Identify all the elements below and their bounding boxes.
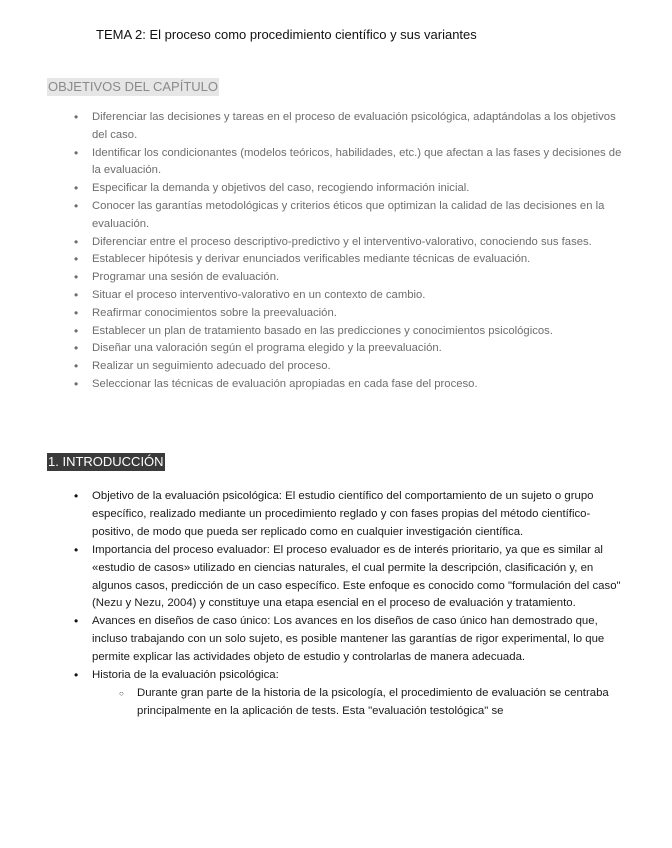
- list-item: • Programar una sesión de evaluación.: [74, 269, 632, 287]
- list-item: • Conocer las garantías metodológicas y criterios éticos que optimizan la calidad de las decisiones en la evaluación.: [74, 198, 632, 234]
- list-item-historia: [74, 667, 630, 721]
- historia-label: Historia de la evaluación psicológica:: [92, 669, 279, 682]
- list-item: • Establecer un plan de tratamiento basado en las predicciones y conocimientos psicológicos.: [74, 323, 632, 341]
- sub-list-item: ○ Durante gran parte de la historia de la psicología, el procedimiento de evaluación se centraba principalmente en la aplicación de tests. Esta "evaluación testológica" se: [92, 685, 630, 721]
- historia-sublist: [92, 685, 630, 721]
- document-title: TEMA 2: El proceso como procedimiento científico y sus variantes: [96, 27, 477, 42]
- list-item: • Objetivo de la evaluación psicológica: El estudio científico del comportamiento de un sujeto o grupo específico, realizado mediante un procedimiento reglado y con fases propias del método científico-positivo, de modo que pueda ser replicado como en cualquier investigación científica.: [74, 488, 630, 542]
- list-item: • Avances en diseños de caso único: Los avances en los diseños de caso único han demostrado que, incluso trabajando con un solo sujeto, es posible mantener las garantías de rigor experimental, lo que permite explicar las actividades objeto de estudio y controlarlas de manera adecuada.: [74, 613, 630, 667]
- objetivos-heading: OBJETIVOS DEL CAPÍTULO: [48, 79, 219, 94]
- objetivos-list: [74, 109, 632, 394]
- list-item: • Situar el proceso interventivo-valorativo en un contexto de cambio.: [74, 287, 632, 305]
- list-item: • Diferenciar entre el proceso descriptivo-predictivo y el interventivo-valorativo, conociendo sus fases.: [74, 234, 632, 252]
- list-item: • Realizar un seguimiento adecuado del proceso.: [74, 358, 632, 376]
- introduccion-heading: 1. INTRODUCCIÓN: [48, 454, 164, 469]
- list-item: • Identificar los condicionantes (modelos teóricos, habilidades, etc.) que afectan a las fases y decisiones de la evaluación.: [74, 145, 632, 181]
- list-item: • Diseñar una valoración según el programa elegido y la preevaluación.: [74, 340, 632, 358]
- list-item: • Diferenciar las decisiones y tareas en el proceso de evaluación psicológica, adaptándolas a los objetivos del caso.: [74, 109, 632, 145]
- list-item: • Especificar la demanda y objetivos del caso, recogiendo información inicial.: [74, 180, 632, 198]
- list-item: • Seleccionar las técnicas de evaluación apropiadas en cada fase del proceso.: [74, 376, 632, 394]
- list-item: • Establecer hipótesis y derivar enunciados verificables mediante técnicas de evaluación.: [74, 251, 632, 269]
- list-item: • Importancia del proceso evaluador: El proceso evaluador es de interés prioritario, ya que es similar al «estudio de casos» utilizado en ciencias naturales, el cual permite la descripción, clasificación y, en algunos casos, predicción de un caso específico. Este enfoque es conocido como "formulación del caso" (Nezu y Nezu, 2004) y constituye una etapa esencial en el proceso de evaluación y tratamiento.: [74, 542, 630, 614]
- introduccion-list: [74, 488, 630, 721]
- list-item: • Reafirmar conocimientos sobre la preevaluación.: [74, 305, 632, 323]
